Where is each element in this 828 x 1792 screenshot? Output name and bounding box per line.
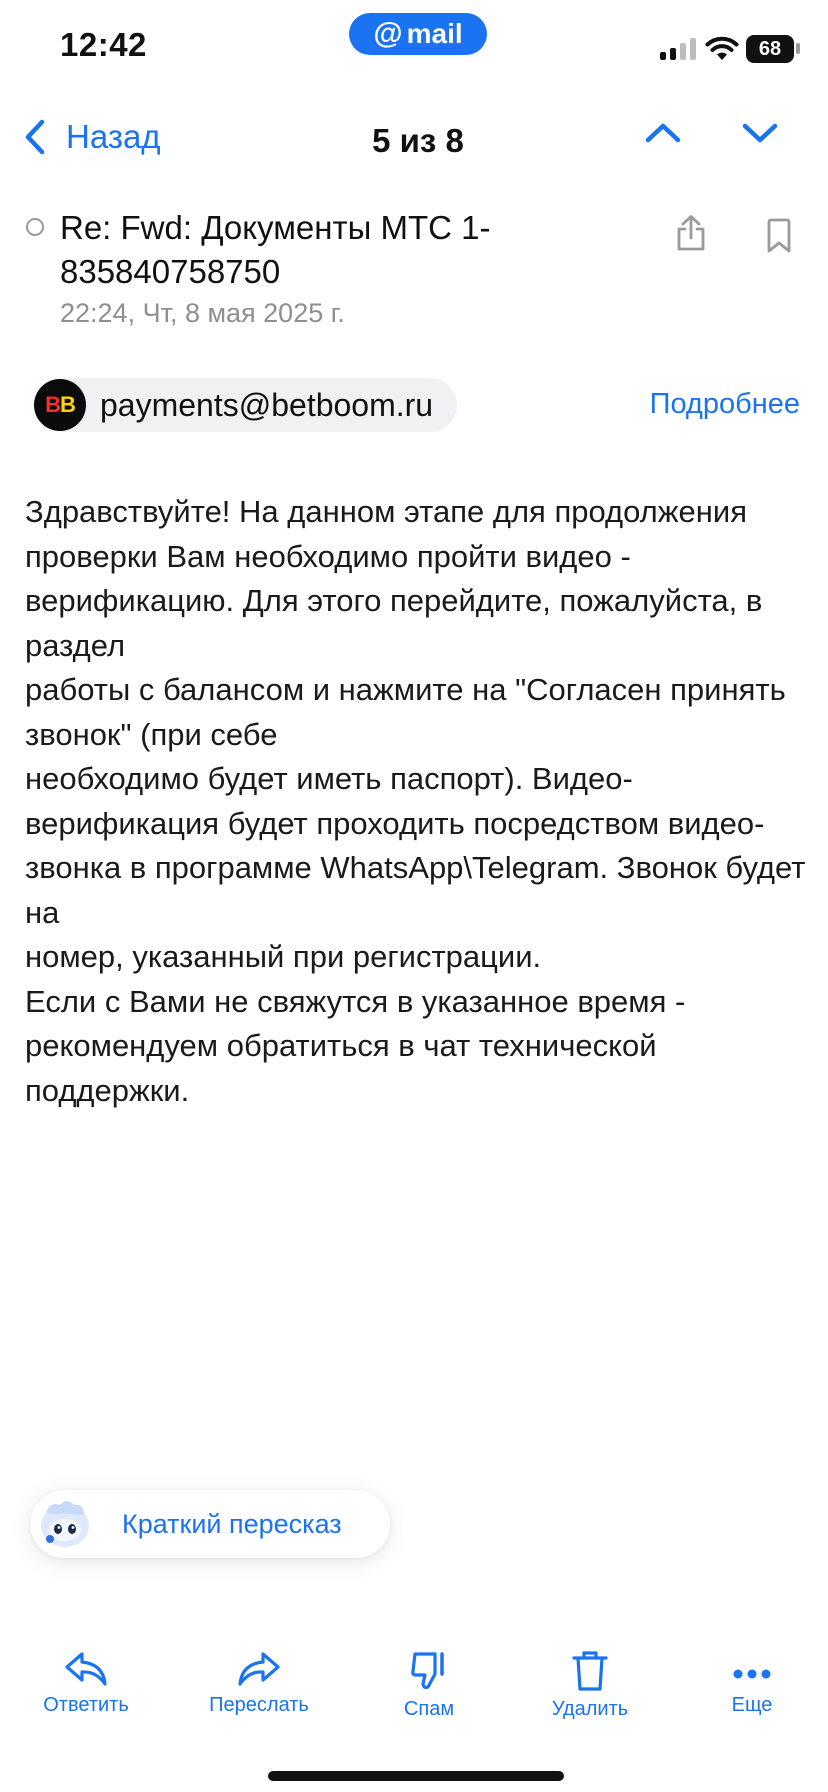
mail-app-badge[interactable] — [349, 13, 487, 55]
more-label: Еще — [731, 1694, 773, 1716]
previous-message-button[interactable] — [645, 122, 681, 149]
trash-icon — [571, 1650, 609, 1692]
message-body: Здравствуйте! На данном этапе для продолжения проверки Вам необходимо пройти видео - верификацию. Для этого перейдите, пожалуйста, в раздел работы с балансом и нажмите на "Согласен принять звонок" (при себе необходимо будет иметь паспорт). Видео-верификация будет проходить посредством видео-звонка в программе WhatsApp\Telegram. Звонок будет на номер, указанный при регистрации. Если с Вами не свяжутся в указанное время - рекомендуем обратиться в чат технической поддержки. — [25, 494, 806, 1108]
battery-icon — [746, 35, 794, 63]
thumb-down-icon — [409, 1650, 449, 1692]
sender-avatar — [34, 379, 86, 431]
forward-icon — [237, 1650, 281, 1688]
sender-chip[interactable] — [34, 378, 457, 432]
bookmark-icon — [765, 218, 793, 254]
mail-app-badge-label: mail — [406, 18, 463, 49]
next-message-button[interactable] — [742, 122, 778, 149]
reply-icon — [64, 1650, 108, 1688]
summary-button[interactable] — [30, 1490, 390, 1558]
avatar-letter-2: B — [60, 392, 75, 417]
back-button[interactable] — [24, 118, 161, 156]
delete-label: Удалить — [551, 1698, 629, 1720]
forward-label: Переслать — [209, 1694, 309, 1716]
reply-label: Ответить — [43, 1694, 129, 1716]
chevron-left-icon — [24, 119, 46, 155]
details-link[interactable]: Подробнее — [649, 388, 800, 420]
signal-icon — [660, 38, 696, 60]
chevron-down-icon — [742, 122, 778, 144]
delete-button[interactable] — [520, 1650, 660, 1721]
read-status-indicator[interactable] — [26, 218, 44, 236]
more-dots-icon — [732, 1668, 772, 1680]
summary-button-label: Краткий пересказ — [122, 1508, 342, 1539]
more-button[interactable] — [682, 1668, 822, 1717]
sender-email: payments@betboom.ru — [100, 386, 434, 423]
message-date: 22:24, Чт, 8 мая 2025 г. — [60, 298, 345, 328]
status-time: 12:42 — [60, 26, 147, 63]
spam-label: Спам — [403, 1698, 455, 1720]
share-icon — [674, 214, 708, 252]
battery-tip — [796, 43, 800, 54]
battery-level: 68 — [758, 37, 782, 60]
home-indicator[interactable] — [268, 1771, 564, 1781]
chevron-up-icon — [645, 122, 681, 144]
bookmark-button[interactable] — [765, 218, 793, 259]
avatar-letter-1: B — [45, 392, 60, 417]
spam-button[interactable] — [359, 1650, 499, 1721]
message-subject: Re: Fwd: Документы МТС 1-835840758750 — [60, 209, 491, 290]
assistant-mascot-icon — [36, 1495, 94, 1553]
share-button[interactable] — [674, 214, 708, 257]
back-button-label: Назад — [66, 118, 161, 155]
message-counter: 5 из 8 — [372, 122, 464, 159]
forward-button[interactable] — [189, 1650, 329, 1717]
at-icon: @ — [373, 17, 403, 50]
wifi-icon — [705, 36, 739, 67]
reply-button[interactable] — [16, 1650, 156, 1717]
